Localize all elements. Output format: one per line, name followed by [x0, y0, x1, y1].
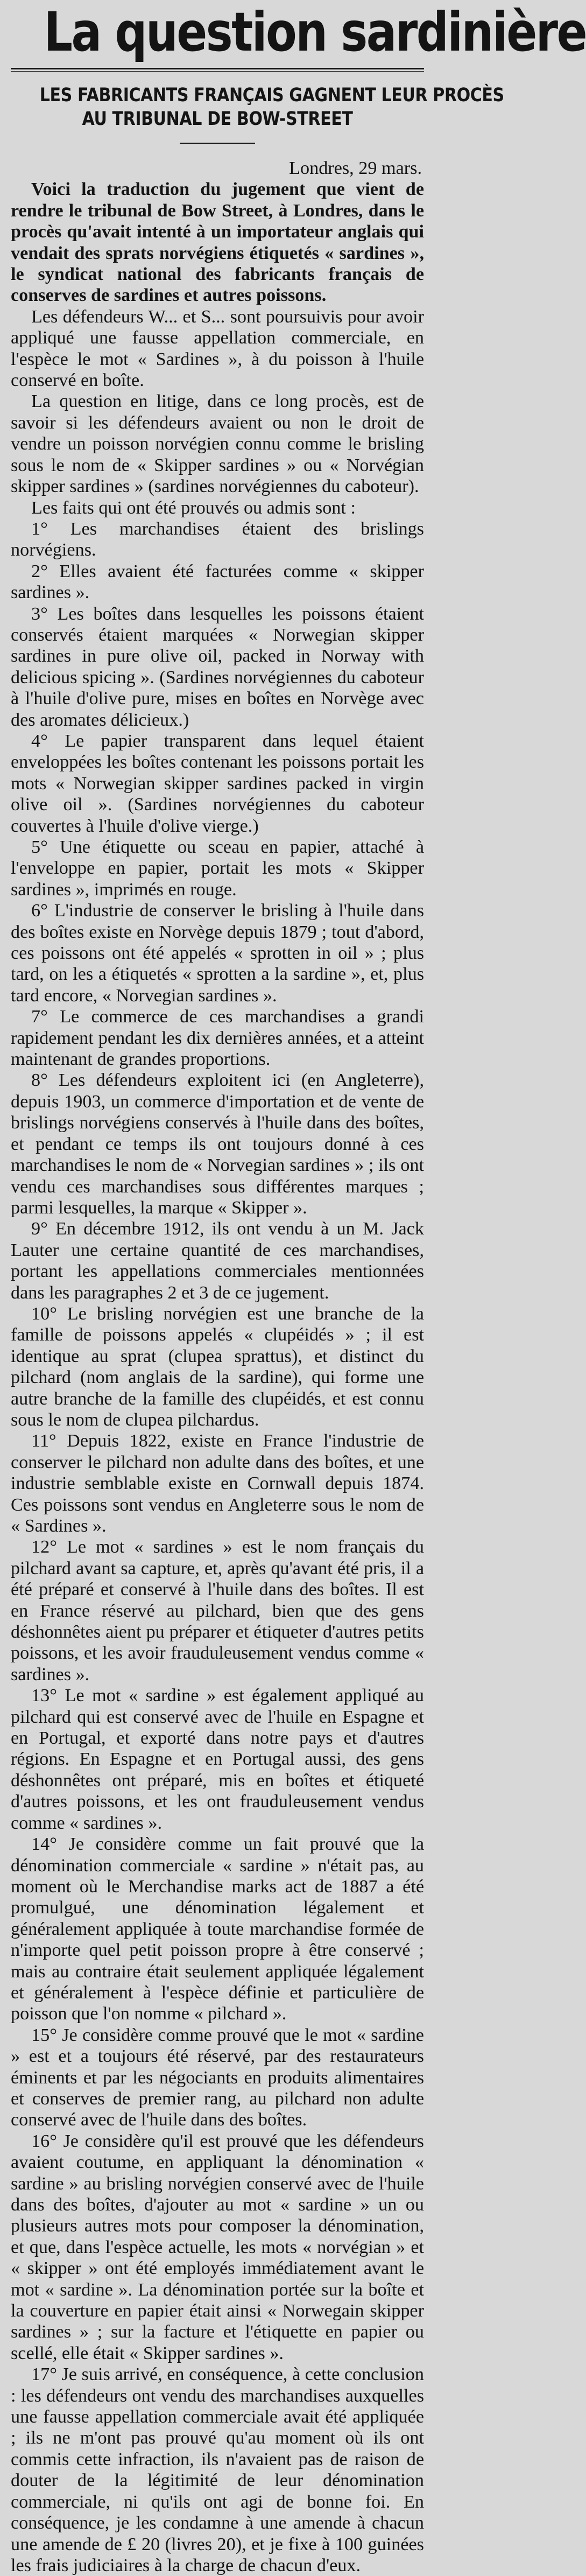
paragraph: 17° Je suis arrivé, en conséquence, à cette conclusion : les défendeurs ont vendu des marchandises auxquelles une fausse appellation commerciale avait été appliquée ; ils ne m'ont pas prouvé qu'au moment où ils ont commis cette infraction, ils n'avaient pas de raison de douter de la légitimité de leur dénomination commerciale, ni qu'ils ont agi de bonne foi. En conséquence, je les condamne à une amende à chacun une amende de £ 20 (livres 20), et je fixe à 100 guinées les frais judiciaires à la charge de chacun d'eux.	[11, 2364, 424, 2575]
paragraph: 13° Le mot « sardine » est également appliqué au pilchard qui est conservé avec de l'huile en Espagne et en Portugal, et exporté dans notre pays et d'autres régions. En Espagne et en Portugal aussi, des gens déshonnêtes ont préparé, mis en boîtes et étiqueté d'autres poissons, et les ont frauduleusement vendus comme « sardines ».	[11, 1686, 424, 1833]
paragraph: 9° En décembre 1912, ils ont vendu à un M. Jack Lauter une certaine quantité de ces marchandises, portant les appellations commerciales mentionnées dans les paragraphes 2 et 3 de ce jugement.	[11, 1219, 424, 1303]
paragraph: 8° Les défendeurs exploitent ici (en Angleterre), depuis 1903, un commerce d'importation et de vente de brislings norvégiens conservés à l'huile dans des boîtes, et pendant ce temps ils ont toujours donné à ces marchandises le nom de « Norvegian sardines » ; ils ont vendu ces marchandises sous différentes marques ; parmi lesquelles, la marque « Skipper ».	[11, 1070, 424, 1218]
paragraph: 2° Elles avaient été facturées comme « skipper sardines ».	[11, 561, 424, 603]
paragraph: 10° Le brisling norvégien est une branche de la famille de poissons appelés « clupéidés » ; il est identique au sprat (clupea sprattus), et distinct du pilchard (nom anglais de la sardine), qui forme une autre branche de la famille des clupéidés, et est connu sous le nom de clupea pilchardus.	[11, 1303, 424, 1430]
paragraph: Les défendeurs W... et S... sont poursuivis pour avoir appliqué une fausse appellation commerciale, en l'espèce le mot « Sardines », à du poisson à l'huile conservé en boîte.	[11, 306, 424, 391]
paragraph: 15° Je considère comme prouvé que le mot « sardine » est et a toujours été réservé, par des restaurateurs éminents et par les négociants en produits alimentaires et conserves de premier rang, au pilchard non adulte conservé avec de l'huile dans des boîtes.	[11, 2025, 424, 2130]
paragraph: 16° Je considère qu'il est prouvé que les défendeurs avaient coutume, en appliquant la dénomination « sardine » au brisling norvégien conservé avec de l'huile dans des boîtes, d'ajouter au mot « sardine » un ou plusieurs autres mots pour composer la dénomination, et que, dans l'espèce actuelle, les mots « norvégian » et « skipper » ont été employés immédiatement avant le mot « sardine ». La dénomination portée sur la boîte et la couverture en papier était ainsi « Norwegain skipper sardines » ; sur la facture et l'étiquette en papier ou scellé, elle était « Skipper sardines ».	[11, 2131, 424, 2363]
paragraph-intro: Voici la traduction du jugement que vient de rendre le tribunal de Bow Street, à Londres, dans le procès qu'avait intenté à un importateur anglais qui vendait des sprats norvégiens étiquetés « sardines », le syndicat national des fabricants français de conserves de sardines et autres poissons.	[11, 179, 424, 306]
headline: La question sardinière	[44, 1, 586, 64]
paragraph: 1° Les marchandises étaient des brislings norvégiens.	[11, 518, 424, 560]
subheadline-rule	[180, 143, 255, 144]
subheadline	[39, 83, 504, 131]
paragraph: 3° Les boîtes dans lesquelles les poissons étaient conservés étaient marquées « Norwegian skipper sardines in pure olive oil, packed in Norway with delicious spicing ». (Sardines norvégiennes du caboteur à l'huile d'olive pure, mises en boîtes en Norvège avec des aromates délicieux.)	[11, 603, 424, 730]
article-body	[11, 158, 424, 2576]
paragraph: 12° Le mot « sardines » est le nom français du pilchard avant sa capture, et, après qu'avant été pris, il a été préparé et conservé à l'huile dans des boîtes. Il est en France réservé au pilchard, bien que des gens déshonnêtes aient pu préparer et étiqueter d'autres petits poissons, et les avoir frauduleusement vendus comme « sardines ».	[11, 1537, 424, 1684]
subheadline-line-1: LES FABRICANTS FRANÇAIS GAGNENT LEUR PROCÈS	[39, 85, 504, 106]
paragraph: 5° Une étiquette ou sceau en papier, attaché à l'enveloppe en papier, portait les mots « Skipper sardines », imprimés en rouge.	[11, 837, 424, 900]
paragraph: La question en litige, dans ce long procès, est de savoir si les défendeurs avaient ou non le droit de vendre un poisson norvégien connu comme le brisling sous le nom de « Skipper sardines » ou « Norvégian skipper sardines » (sardines norvégiennes du caboteur).	[11, 391, 424, 497]
paragraph: 14° Je considère comme un fait prouvé que la dénomination commerciale « sardine » n'était pas, au moment où le Merchandise marks act de 1887 a été promulgué, une dénomination légalement et généralement appliquée à toute marchandise formée de n'importe quel petit poisson propre à être conservé ; mais au contraire était seulement appliquée légalement et généralement à l'espèce définie et particulière de poisson que l'on nomme « pilchard ».	[11, 1834, 424, 2024]
paragraph: 4° Le papier transparent dans lequel étaient enveloppées les boîtes contenant les poissons portait les mots « Norwegian skipper sardines packed in virgin olive oil ». (Sardines norvégiennes du caboteur couvertes à l'huile d'olive vierge.)	[11, 731, 424, 836]
paragraph: 6° L'industrie de conserver le brisling à l'huile dans des boîtes existe en Norvège depuis 1879 ; tout d'abord, ces poissons ont été appelés « sprotten in oil » ; plus tard, on les a étiquetés « sprotten a la sardine », et, plus tard encore, « Norvegian sardines ».	[11, 901, 424, 1006]
subheadline-line-2: AU TRIBUNAL DE BOW-STREET	[82, 108, 353, 130]
paragraph: 11° Depuis 1822, existe en France l'industrie de conserver le pilchard non adulte dans des boîtes, et une industrie semblable existe en Cornwall depuis 1874. Ces poissons sont vendus en Angleterre sous le nom de « Sardines ».	[11, 1431, 424, 1536]
dateline: Londres, 29 mars.	[289, 158, 422, 178]
headline-rule	[11, 68, 424, 72]
paragraph: Les faits qui ont été prouvés ou admis sont :	[31, 497, 356, 518]
paragraph: 7° Le commerce de ces marchandises a grandi rapidement pendant les dix dernières années, et a atteint maintenant de grandes proportions.	[11, 1007, 424, 1070]
